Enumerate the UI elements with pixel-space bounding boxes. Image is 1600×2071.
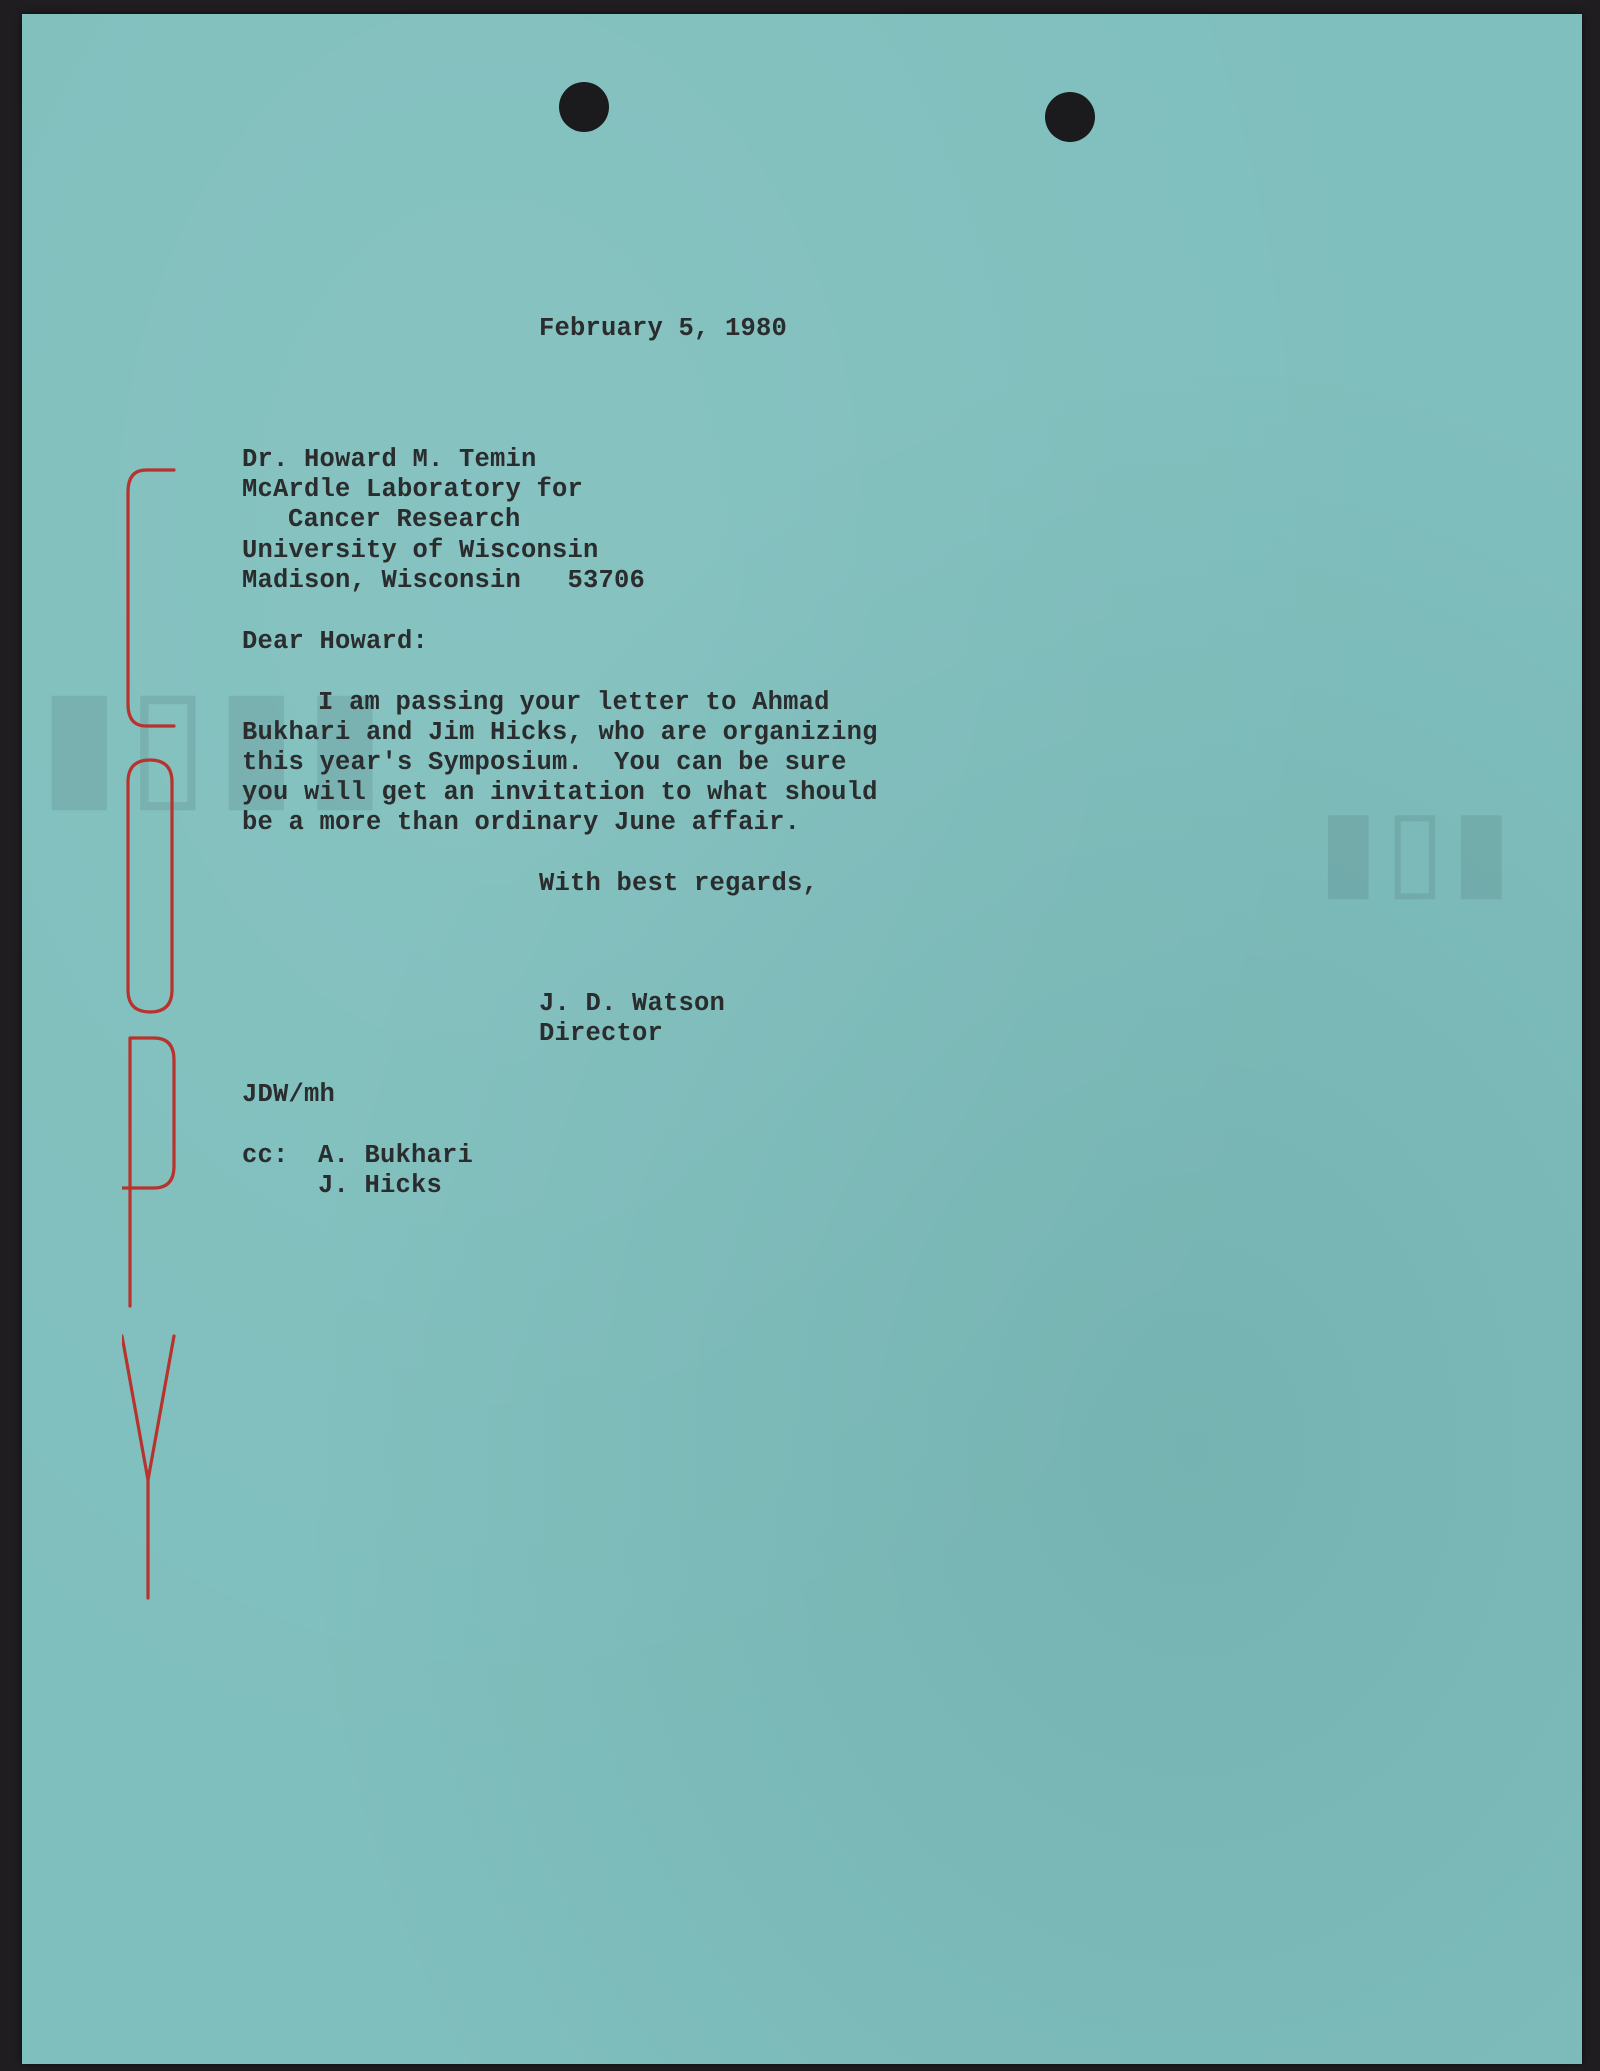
copy-stamp-letter-c [128, 470, 174, 726]
recipient-university: University of Wisconsin [242, 536, 599, 565]
cc-label: cc: [242, 1141, 289, 1170]
signature-name: J. D. Watson [539, 989, 726, 1018]
cc-recipient: A. Bukhari [318, 1141, 474, 1170]
typist-initials: JDW/mh [242, 1080, 336, 1109]
show-through-marks: ▮▮▯▮ [32, 656, 387, 824]
closing: With best regards, [539, 869, 819, 898]
copy-stamp [122, 464, 232, 1649]
body-line: Bukhari and Jim Hicks, who are organizing [242, 718, 878, 747]
recipient-lab: McArdle Laboratory for [242, 475, 584, 504]
recipient-lab-cont: Cancer Research [288, 505, 521, 534]
letter-date: February 5, 1980 [539, 314, 788, 343]
cc-recipient: J. Hicks [318, 1171, 443, 1200]
punch-hole-right [1045, 92, 1095, 142]
copy-stamp-letter-y [122, 1336, 174, 1598]
body-line: you will get an invitation to what should [242, 778, 878, 807]
body-line: this year's Symposium. You can be sure [242, 748, 847, 777]
recipient-city: Madison, Wisconsin 53706 [242, 566, 646, 595]
copy-stamp-letter-o [128, 760, 172, 1012]
letter-sheet [22, 14, 1582, 2064]
body-line: be a more than ordinary June affair. [242, 808, 801, 837]
recipient-name: Dr. Howard M. Temin [242, 445, 537, 474]
copy-stamp-letter-p [122, 1038, 174, 1306]
show-through-marks: ▮▯▮ [1312, 787, 1512, 910]
signature-title: Director [539, 1019, 664, 1048]
punch-hole-left [559, 82, 609, 132]
body-line: I am passing your letter to Ahmad [318, 688, 830, 717]
salutation: Dear Howard: [242, 627, 429, 656]
copy-stamp-graphic [122, 464, 232, 1644]
